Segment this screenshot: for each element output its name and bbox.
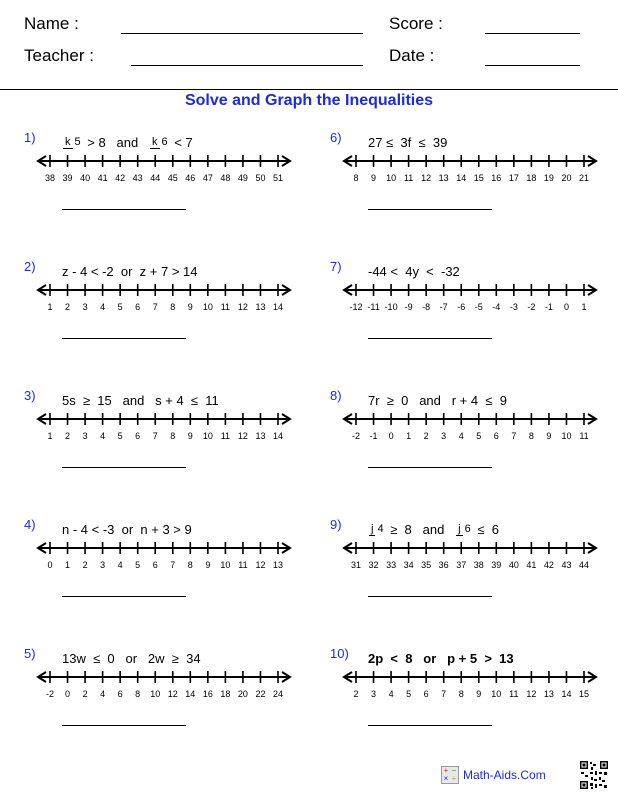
tick-label: 2: [353, 689, 359, 699]
tick-label: 41: [526, 560, 537, 570]
tick-label: 22: [255, 689, 266, 699]
tick-label: 38: [44, 173, 56, 183]
tick-label: 13: [272, 560, 284, 570]
tick-label: 2: [82, 689, 88, 699]
tick-label: 12: [526, 689, 537, 699]
tick-label: -3: [509, 302, 518, 312]
fraction-numerator: k: [65, 135, 71, 148]
tick-label: 11: [238, 560, 248, 570]
tick-label: 44: [578, 560, 590, 570]
tick-label: 5: [135, 560, 141, 570]
tick-label: 7: [170, 560, 176, 570]
tick-label: 1: [47, 431, 53, 441]
tick-label: -11: [367, 302, 380, 312]
tick-label: 17: [508, 173, 519, 183]
problem-8: [330, 385, 618, 510]
tick-label: 2: [65, 431, 71, 441]
problem-10: [330, 643, 618, 768]
problem-1: [24, 127, 324, 252]
tick-label: 13: [438, 173, 449, 183]
tick-label: 1: [47, 302, 53, 312]
expression-text: > 8 and: [83, 134, 150, 150]
tick-label: 39: [62, 173, 73, 183]
number-line[interactable]: [34, 540, 294, 574]
problem-number: 8): [330, 388, 342, 403]
tick-label: 13: [255, 302, 266, 312]
fraction: [456, 523, 473, 536]
tick-label: 50: [255, 173, 266, 183]
tick-label: 9: [476, 689, 482, 699]
tick-label: -9: [404, 302, 413, 312]
problem-number: 6): [330, 130, 342, 145]
fraction: [369, 523, 386, 536]
tick-label: 42: [543, 560, 554, 570]
tick-label: 7: [152, 431, 158, 441]
tick-label: 18: [526, 173, 537, 183]
tick-label: 14: [185, 689, 196, 699]
score-field[interactable]: [485, 33, 580, 34]
tick-label: 37: [456, 560, 467, 570]
expression-text: z - 4 < -2 or z + 7 > 14: [62, 263, 198, 279]
tick-label: 7: [152, 302, 158, 312]
problem-9: [330, 514, 618, 639]
problem-number: 2): [24, 259, 36, 274]
tick-label: -2: [527, 302, 536, 312]
number-line[interactable]: [340, 540, 600, 574]
tick-label: 47: [202, 173, 213, 183]
tick-label: 20: [561, 173, 572, 183]
problem-number: 10): [330, 646, 349, 661]
problem-3: [24, 385, 324, 510]
tick-label: -2: [45, 689, 55, 699]
tick-label: 24: [272, 689, 284, 699]
logo-text: Math-Aids.Com: [463, 768, 546, 782]
tick-label: 9: [205, 560, 211, 570]
tick-label: 35: [421, 560, 432, 570]
fraction-numerator: k: [152, 135, 158, 148]
tick-label: 13: [255, 431, 266, 441]
answer-blank[interactable]: [368, 209, 492, 210]
tick-label: 11: [220, 302, 231, 312]
tick-label: 44: [150, 173, 161, 183]
problem-2: [24, 256, 324, 381]
problem-6: [330, 127, 618, 252]
answer-blank[interactable]: [62, 338, 186, 339]
tick-label: 4: [458, 431, 464, 441]
tick-label: 43: [132, 173, 143, 183]
tick-label: 11: [509, 689, 519, 699]
number-line[interactable]: [340, 282, 600, 316]
answer-blank[interactable]: [368, 338, 492, 339]
tick-label: 3: [100, 560, 106, 570]
tick-label: 8: [528, 431, 534, 441]
tick-label: -12: [349, 302, 363, 312]
number-line[interactable]: [34, 669, 294, 703]
tick-label: 9: [187, 431, 193, 441]
qr-code-icon: [579, 760, 609, 790]
tick-label: 33: [386, 560, 397, 570]
tick-label: 46: [185, 173, 196, 183]
score-label: Score :: [389, 14, 443, 33]
number-line[interactable]: [340, 669, 600, 703]
footer-logo: [441, 766, 546, 784]
number-line[interactable]: [34, 411, 294, 445]
tick-label: 36: [438, 560, 449, 570]
fraction-denominator: 4: [377, 522, 384, 535]
tick-label: 4: [388, 689, 394, 699]
expression-text: 7r ≥ 0 and r + 4 ≤ 9: [368, 392, 507, 408]
fraction: [150, 136, 170, 149]
tick-label: 3: [371, 689, 377, 699]
tick-label: 40: [80, 173, 91, 183]
tick-label: 0: [65, 689, 71, 699]
fraction-denominator: 6: [464, 522, 471, 535]
answer-blank[interactable]: [62, 725, 186, 726]
tick-label: 7: [441, 689, 447, 699]
tick-label: 40: [508, 560, 519, 570]
expression-text: -44 < 4y < -32: [368, 263, 460, 279]
tick-label: 34: [403, 560, 414, 570]
answer-blank[interactable]: [62, 209, 186, 210]
tick-label: 9: [371, 173, 377, 183]
tick-label: 6: [117, 689, 123, 699]
tick-label: 11: [403, 173, 414, 183]
name-field[interactable]: [121, 33, 363, 34]
problem-number: 3): [24, 388, 36, 403]
tick-label: 5: [117, 431, 123, 441]
fraction-denominator: 6: [161, 135, 168, 148]
tick-label: 7: [511, 431, 517, 441]
tick-label: 10: [220, 560, 231, 570]
tick-label: 2: [82, 560, 88, 570]
tick-label: 3: [441, 431, 447, 441]
tick-label: -1: [369, 431, 378, 441]
tick-label: -10: [384, 302, 398, 312]
expression-text: 5s ≥ 15 and s + 4 ≤ 11: [62, 392, 219, 408]
tick-label: 2: [423, 431, 429, 441]
expression-text: < 7: [170, 134, 193, 150]
problem-5: [24, 643, 324, 768]
date-field[interactable]: [485, 65, 580, 66]
teacher-label: Teacher :: [24, 46, 94, 65]
tick-label: 4: [100, 302, 106, 312]
tick-label: 10: [386, 173, 397, 183]
tick-label: 15: [473, 173, 484, 183]
tick-label: 16: [491, 173, 502, 183]
tick-label: 1: [65, 560, 71, 570]
answer-blank[interactable]: [62, 596, 186, 597]
tick-label: -6: [457, 302, 466, 312]
problem-number: 9): [330, 517, 342, 532]
expression-text: n - 4 < -3 or n + 3 > 9: [62, 521, 192, 537]
teacher-field[interactable]: [131, 65, 363, 66]
tick-label: -8: [422, 302, 431, 312]
expression-text: 27 ≤ 3f ≤ 39: [368, 134, 448, 150]
tick-label: -5: [474, 302, 483, 312]
tick-label: 0: [388, 431, 394, 441]
tick-label: 11: [220, 431, 231, 441]
tick-label: 8: [353, 173, 359, 183]
problem-4: [24, 514, 324, 639]
problem-number: 5): [24, 646, 36, 661]
tick-label: 0: [563, 302, 569, 312]
tick-label: 4: [100, 431, 106, 441]
number-line[interactable]: [340, 411, 600, 445]
tick-label: 14: [272, 302, 284, 312]
tick-label: 9: [546, 431, 552, 441]
tick-label: 51: [272, 173, 284, 183]
tick-label: 16: [202, 689, 213, 699]
name-label: Name :: [24, 14, 79, 33]
tick-label: 15: [578, 689, 590, 699]
problem-number: 1): [24, 130, 36, 145]
tick-label: 12: [237, 431, 248, 441]
tick-label: 0: [47, 560, 53, 570]
tick-label: 18: [220, 689, 231, 699]
tick-label: 42: [115, 173, 126, 183]
answer-blank[interactable]: [62, 467, 186, 468]
tick-label: 11: [579, 431, 589, 441]
tick-label: 14: [272, 431, 284, 441]
tick-label: 4: [100, 689, 106, 699]
problem-number: 7): [330, 259, 342, 274]
number-line[interactable]: [34, 153, 294, 187]
tick-label: 8: [458, 689, 464, 699]
answer-blank[interactable]: [368, 725, 492, 726]
tick-label: 6: [423, 689, 429, 699]
tick-label: 38: [473, 560, 484, 570]
tick-label: 14: [561, 689, 572, 699]
tick-label: -4: [492, 302, 501, 312]
tick-label: 10: [561, 431, 572, 441]
tick-label: 48: [220, 173, 231, 183]
fraction-denominator: 5: [74, 135, 81, 148]
tick-label: 8: [187, 560, 193, 570]
tick-label: 10: [491, 689, 502, 699]
tick-label: 13: [543, 689, 554, 699]
tick-label: 5: [476, 431, 482, 441]
tick-label: 12: [167, 689, 178, 699]
fraction: [63, 136, 83, 149]
tick-label: 41: [97, 173, 108, 183]
tick-label: 45: [167, 173, 178, 183]
number-line[interactable]: [340, 153, 600, 187]
tick-label: 20: [237, 689, 248, 699]
calculator-icon: + − × ÷: [441, 766, 459, 784]
tick-label: 5: [406, 689, 412, 699]
tick-label: 1: [406, 431, 412, 441]
tick-label: 32: [368, 560, 379, 570]
fraction-numerator: j: [458, 522, 461, 535]
tick-label: 49: [237, 173, 248, 183]
number-line[interactable]: [34, 282, 294, 316]
problem-number: 4): [24, 517, 36, 532]
tick-label: 10: [150, 689, 161, 699]
tick-label: 10: [202, 302, 213, 312]
tick-label: 2: [65, 302, 71, 312]
tick-label: 21: [578, 173, 590, 183]
tick-label: 8: [135, 689, 141, 699]
tick-label: -7: [439, 302, 448, 312]
tick-label: 5: [117, 302, 123, 312]
answer-blank[interactable]: [368, 596, 492, 597]
page-title: Solve and Graph the Inequalities: [184, 92, 434, 109]
tick-label: -1: [544, 302, 553, 312]
tick-label: 12: [255, 560, 266, 570]
tick-label: -2: [351, 431, 361, 441]
tick-label: 12: [421, 173, 432, 183]
tick-label: 4: [117, 560, 123, 570]
tick-label: 31: [350, 560, 362, 570]
fraction-numerator: j: [371, 522, 374, 535]
tick-label: 43: [561, 560, 572, 570]
tick-label: 10: [202, 431, 213, 441]
tick-label: 3: [82, 302, 88, 312]
expression-text: 13w ≤ 0 or 2w ≥ 34: [62, 650, 201, 666]
problem-7: [330, 256, 618, 381]
tick-label: 6: [135, 431, 141, 441]
tick-label: 3: [82, 431, 88, 441]
tick-label: 1: [581, 302, 587, 312]
tick-label: 19: [543, 173, 554, 183]
answer-blank[interactable]: [368, 467, 492, 468]
expression-text: ≥ 8 and: [386, 521, 456, 537]
tick-label: 6: [135, 302, 141, 312]
tick-label: 6: [493, 431, 499, 441]
expression-text: 2p < 8 or p + 5 > 13: [368, 650, 514, 666]
tick-label: 39: [491, 560, 502, 570]
tick-label: 14: [456, 173, 467, 183]
tick-label: 9: [187, 302, 193, 312]
tick-label: 8: [170, 431, 176, 441]
date-label: Date :: [389, 46, 435, 65]
tick-label: 8: [170, 302, 176, 312]
tick-label: 6: [152, 560, 158, 570]
expression-text: ≤ 6: [473, 521, 499, 537]
tick-label: 12: [237, 302, 248, 312]
header-divider: [0, 89, 618, 90]
